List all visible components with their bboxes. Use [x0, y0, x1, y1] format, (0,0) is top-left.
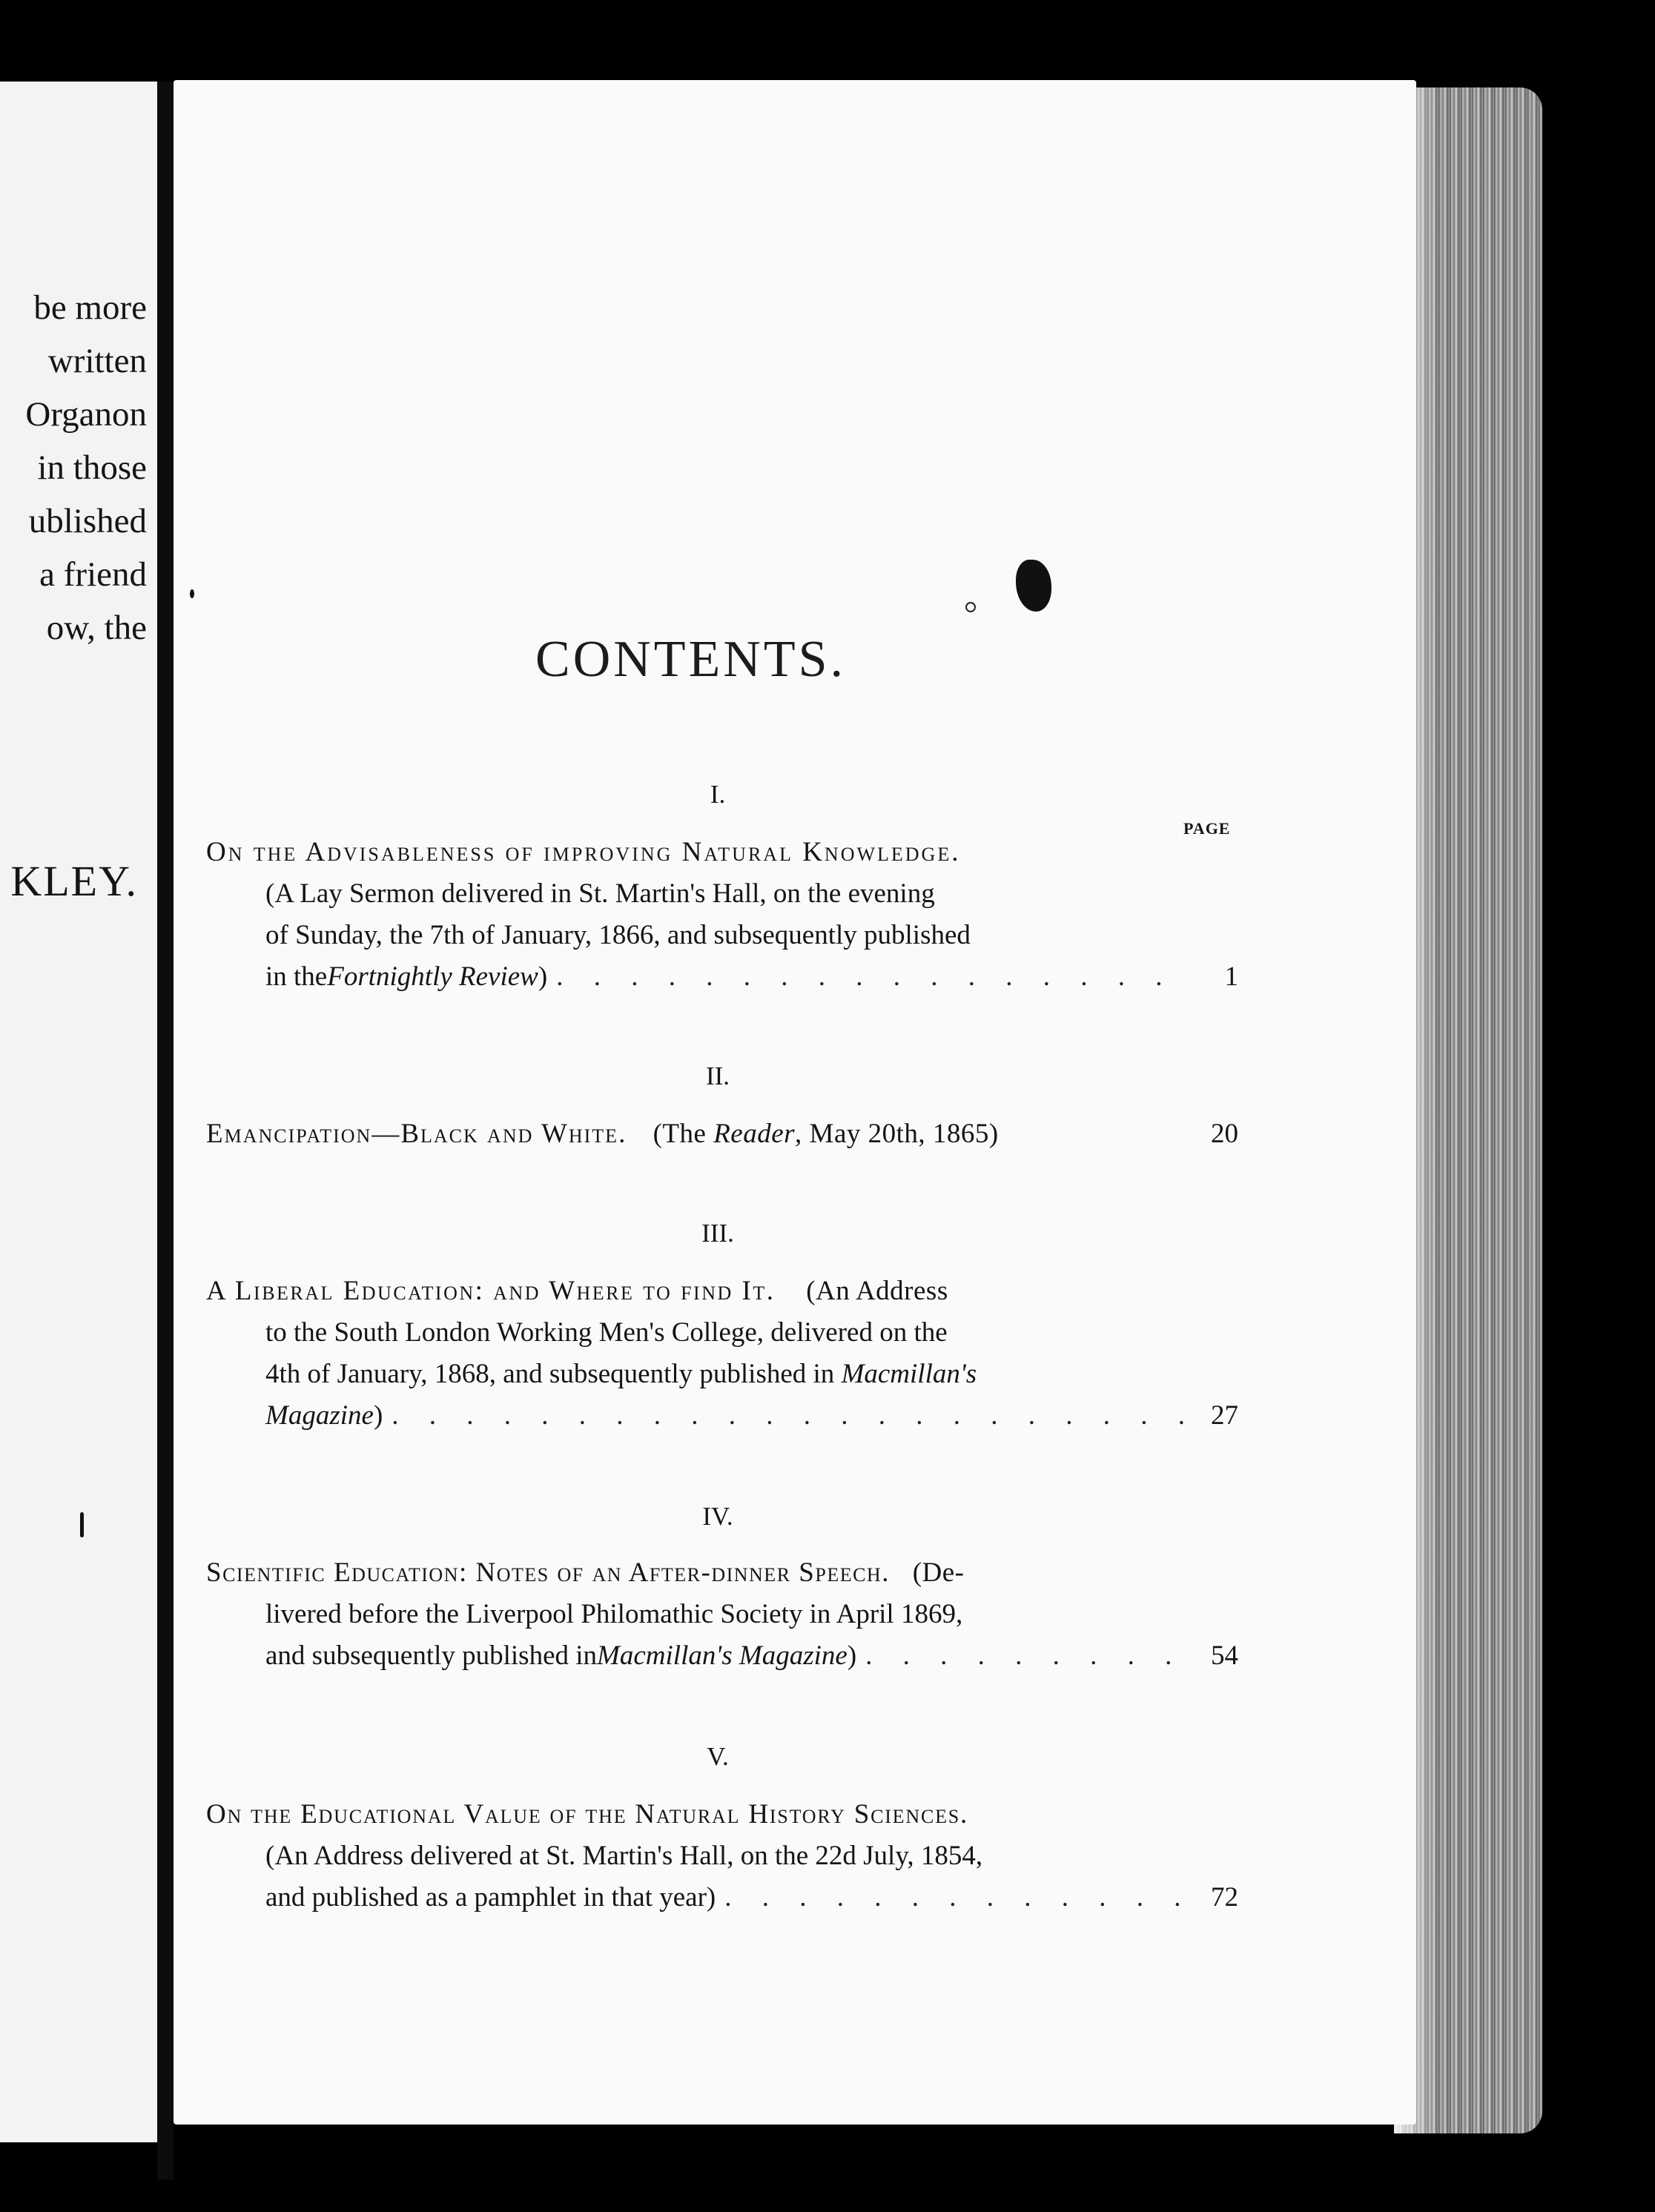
publication-title: Fortnightly Review [327, 961, 538, 992]
dot-leader [556, 961, 1185, 993]
left-page-line: ow, the [46, 609, 147, 647]
dot-leader [724, 1881, 1185, 1914]
page-column-label: PAGE [1183, 819, 1231, 838]
entry-title: On the Educational Value of the Natural History Sciences. [206, 1799, 969, 1829]
entry-line-text: in the [265, 961, 328, 992]
book-gutter [157, 82, 174, 2179]
page-number: 27 [1211, 1400, 1238, 1431]
entry-title [206, 1275, 948, 1308]
page-number: 72 [1211, 1882, 1238, 1913]
entry-note-text: , May 20th, 1865) [795, 1119, 999, 1149]
entry-line-tail: ) [538, 961, 548, 992]
dot-leader [865, 1640, 1185, 1672]
entry-line-text: and subsequently published in [265, 1640, 598, 1671]
ink-speck [80, 1512, 84, 1537]
entry-line: of Sunday, the 7th of January, 1866, and subsequently published [265, 920, 971, 950]
left-page-signature: KLEY. [10, 857, 138, 905]
entry-title [206, 1118, 999, 1150]
entry-line: (A Lay Sermon delivered in St. Martin's Hall, on the evening [265, 878, 935, 909]
entry-title: On the Advisableness of improving Natural Knowledge. [206, 837, 961, 867]
publication-title: Reader [713, 1119, 796, 1149]
publication-title: Magazine [265, 1400, 374, 1431]
dot-leader [392, 1400, 1185, 1432]
entry-line-text: and published as a pamphlet in that year) [265, 1882, 716, 1913]
entry-note [653, 1119, 999, 1149]
entry-line [265, 1881, 1185, 1914]
section-numeral: II. [705, 1062, 730, 1090]
page-title: CONTENTS. [535, 631, 847, 688]
left-page-line: be more [33, 288, 147, 327]
entry-line-text: 4th of January, 1868, and subsequently published in [265, 1359, 842, 1389]
entry-note: (An Address [806, 1276, 948, 1306]
entry-line [265, 1358, 977, 1391]
entry-title-text: Emancipation—Black and White. [206, 1119, 627, 1149]
entry-line: (An Address delivered at St. Martin's Hall, on the 22d July, 1854, [265, 1841, 983, 1871]
entry-note-text: (The [653, 1119, 714, 1149]
page-edge-shade [1394, 87, 1438, 2133]
entry-line-tail: ) [847, 1640, 857, 1671]
left-page-line: in those [37, 448, 147, 487]
page-number: 20 [1211, 1119, 1238, 1149]
section-numeral: IV. [702, 1502, 733, 1531]
entry-title-text: Scientific Education: Notes of an After-dinner Speech. [206, 1557, 890, 1588]
entry-title [206, 1557, 965, 1589]
section-numeral: III. [701, 1219, 734, 1248]
entry-note: (De- [912, 1557, 965, 1588]
left-page-line: written [47, 342, 147, 380]
page-number: 54 [1211, 1640, 1238, 1671]
publication-title: Macmillan's Magazine [597, 1640, 848, 1671]
section-numeral: I. [710, 780, 726, 809]
entry-line: to the South London Working Men's College, delivered on the [265, 1317, 948, 1348]
left-page-line: a friend [39, 555, 147, 594]
entry-line [265, 1640, 1185, 1672]
entry-title-text: A Liberal Education: and Where to find It. [206, 1276, 776, 1306]
left-page-line: ublished [28, 502, 147, 540]
ink-speck [965, 602, 976, 612]
section-numeral: V. [707, 1742, 729, 1771]
page-number: 1 [1224, 961, 1238, 992]
entry-line: livered before the Liverpool Philomathic Society in April 1869, [265, 1599, 963, 1629]
ink-speck [190, 589, 194, 598]
left-page-line: Organon [25, 395, 147, 434]
left-facing-page [0, 82, 157, 2142]
entry-line [265, 961, 1185, 993]
entry-line [265, 1400, 1185, 1432]
entry-line-tail: ) [373, 1400, 383, 1431]
publication-title: Macmillan's [841, 1359, 977, 1389]
